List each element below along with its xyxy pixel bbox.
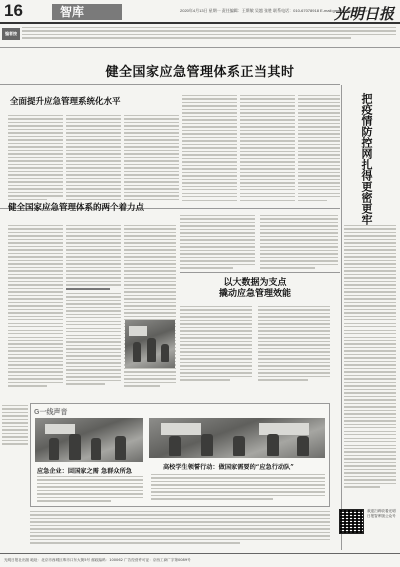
article-1-column-3 bbox=[124, 115, 179, 205]
article-1-continued-2 bbox=[260, 215, 338, 270]
article-3-column-1 bbox=[180, 306, 252, 384]
masthead-meta: 2020年4月13日 星期一 责任编辑：王斯敏 吴越 张胜 联系电话：010-67078918 E-mail:gmrbzhiku@gmw.cn bbox=[180, 8, 369, 13]
feature-left-title: 应急企业：回国家之需 急群众所急 bbox=[37, 468, 132, 475]
article-3 bbox=[180, 276, 330, 386]
article-3-column-2 bbox=[258, 306, 330, 384]
article-2-column-3 bbox=[124, 225, 176, 395]
feature-logo: G一线声音 bbox=[34, 409, 68, 416]
article-3-title: 以大数据为支点 撬动应急管理效能 bbox=[218, 278, 291, 299]
qr-caption: 欢迎扫码收看光明日报智库版公众号 bbox=[367, 509, 396, 518]
bottom-feature-box bbox=[30, 403, 330, 507]
article-2-column-2 bbox=[66, 225, 121, 395]
section-name: 智库 bbox=[60, 5, 85, 19]
page-footer: 光明日报社出版 地址：北京市西城区珠市口东大街5号 邮政编码：100062 广告经营许可证：京西工商广字第0089号 bbox=[0, 553, 400, 567]
feature-right-text bbox=[151, 474, 325, 504]
divider bbox=[180, 272, 340, 273]
left-margin-text bbox=[2, 405, 28, 505]
masthead bbox=[0, 0, 400, 24]
qr-code bbox=[339, 509, 364, 534]
article-photo bbox=[125, 320, 175, 368]
article-1-column-6 bbox=[298, 95, 340, 205]
vertical-divider bbox=[341, 85, 342, 550]
feature-left-text bbox=[37, 476, 143, 504]
article-1-column-1 bbox=[8, 115, 63, 205]
page-number: 16 bbox=[4, 1, 23, 20]
feature-right-title: 高校学生领誓行动：做国家需要的“应急行动队” bbox=[163, 464, 294, 471]
editor-note-label: 编者按 bbox=[2, 28, 20, 40]
section-tag bbox=[52, 4, 122, 20]
feature-photo-left bbox=[35, 418, 143, 462]
feature-photo-right bbox=[149, 418, 325, 458]
article-1-column-2 bbox=[66, 115, 121, 205]
article-1-column-5 bbox=[240, 95, 295, 205]
article-2-title: 健全国家应急管理体系的两个着力点 bbox=[8, 203, 145, 213]
sidebar-title: 把疫情防控网扎得更密更牢 bbox=[360, 93, 373, 225]
main-headline: 健全国家应急管理体系正当其时 bbox=[105, 65, 295, 80]
bottom-text bbox=[30, 511, 330, 549]
paper-logo: 光明日报 bbox=[333, 5, 394, 23]
divider bbox=[0, 47, 400, 48]
article-1-title: 全面提升应急管理系统化水平 bbox=[10, 97, 121, 107]
article-1-column-4 bbox=[182, 95, 237, 205]
divider bbox=[0, 84, 340, 85]
article-1-continued-1 bbox=[180, 215, 255, 270]
editor-note bbox=[22, 27, 396, 43]
article-2-column-1 bbox=[8, 225, 63, 395]
sidebar-text bbox=[344, 225, 396, 505]
